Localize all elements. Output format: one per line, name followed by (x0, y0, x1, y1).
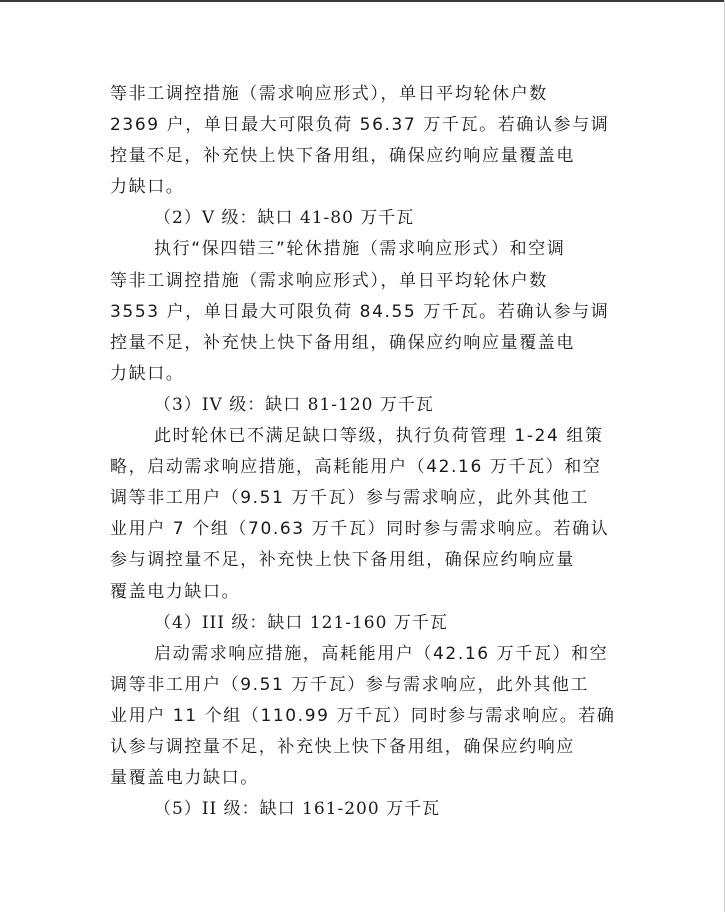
paragraph-line: 调等非工用户（9.51 万千瓦）参与需求响应，此外其他工 (110, 488, 590, 509)
paragraph-line: 控量不足，补充快上快下备用组，确保应约响应量覆盖电 (110, 332, 575, 353)
section-heading-level-5: （2）V 级：缺口 41-80 万千瓦 (154, 208, 415, 229)
paragraph-line: 此时轮休已不满足缺口等级，执行负荷管理 1-24 组策 (154, 426, 604, 447)
top-border (0, 0, 725, 2)
paragraph-line: 启动需求响应措施，高耗能用户（42.16 万千瓦）和空 (154, 643, 609, 664)
paragraph-line: 业用户 7 个组（70.63 万千瓦）同时参与需求响应。若确认 (110, 519, 610, 540)
section-heading-level-4: （3）IV 级：缺口 81-120 万千瓦 (154, 394, 434, 415)
paragraph-line: 略，启动需求响应措施，高耗能用户（42.16 万千瓦）和空 (110, 457, 602, 478)
section-heading-level-3: （4）III 级：缺口 121-160 万千瓦 (154, 612, 448, 633)
paragraph-line: 力缺口。 (110, 363, 185, 384)
paragraph-line: 3553 户，单日最大可限负荷 84.55 万千瓦。若确认参与调 (110, 301, 610, 322)
paragraph-line: 等非工调控措施（需求响应形式），单日平均轮休户数 (110, 84, 548, 104)
paragraph-line: 控量不足，补充快上快下备用组，确保应约响应量覆盖电 (110, 146, 575, 167)
paragraph-line: 力缺口。 (110, 177, 185, 198)
paragraph-line: 认参与调控量不足，补充快上快下备用组，确保应约响应 (110, 736, 575, 757)
paragraph-line: 2369 户，单日最大可限负荷 56.37 万千瓦。若确认参与调 (110, 115, 610, 136)
paragraph-line: 等非工调控措施（需求响应形式），单日平均轮休户数 (110, 270, 548, 291)
paragraph-line: 调等非工用户（9.51 万千瓦）参与需求响应，此外其他工 (110, 674, 590, 695)
section-heading-level-2: （5）II 级：缺口 161-200 万千瓦 (154, 799, 441, 820)
paragraph-line: 覆盖电力缺口。 (110, 581, 241, 602)
paragraph-line: 量覆盖电力缺口。 (110, 768, 259, 789)
paragraph-line: 执行“保四错三”轮休措施（需求响应形式）和空调 (154, 239, 566, 260)
paragraph-line: 参与调控量不足，补充快上快下备用组，确保应约响应量 (110, 550, 575, 571)
paragraph-line: 业用户 11 个组（110.99 万千瓦）同时参与需求响应。若确 (110, 705, 616, 726)
document-body (110, 79, 620, 825)
